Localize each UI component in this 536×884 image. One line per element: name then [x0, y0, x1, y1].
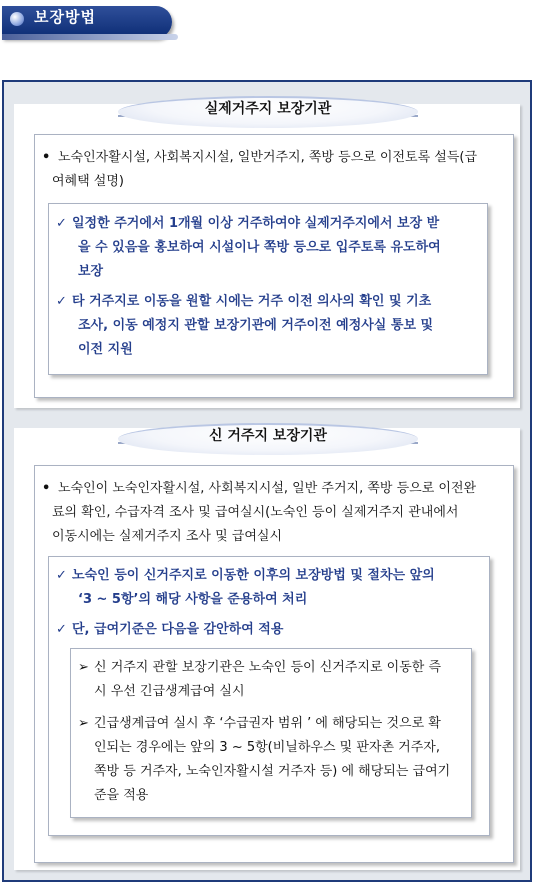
check-line: ‘3 ~ 5항’의 해당 사항을 준용하여 처리 [78, 592, 308, 607]
section-1-bullet [42, 146, 508, 194]
check-line: 일정한 주거에서 1개월 이상 거주하여야 실제거주지에서 보장 받 [72, 216, 440, 231]
check-line: 을 수 있음을 홍보하여 시설이나 쪽방 등으로 입주토록 유도하여 [78, 240, 441, 255]
bullet-line: 이동시에는 실제거주지 조사 및 급여실시 [52, 529, 283, 544]
arrow-line: 쪽방 등 거주자, 노숙인자활시설 거주자 등) 에 해당되는 급여기 [94, 764, 451, 779]
arrow-line: 인되는 경우에는 앞의 3 ~ 5항(비닐하우스 및 판자촌 거주자, [94, 740, 440, 755]
arrow-line: 준을 적용 [94, 788, 149, 803]
bullet-line: 노숙인이 노숙인자활시설, 사회복지시설, 일반 주거지, 쪽방 등으로 이전완 [58, 481, 477, 496]
bullet-line: 노숙인자활시설, 사회복지시설, 일반거주지, 쪽방 등으로 이전토록 설득(급 [58, 150, 478, 165]
section-1-check-1 [56, 212, 484, 284]
arrow-line: 시 우선 긴급생계급여 실시 [94, 684, 245, 699]
section-1-check-2 [56, 290, 484, 362]
checkmark-icon: ✓ [56, 568, 67, 583]
check-line: 보장 [78, 264, 104, 279]
checkmark-icon: ✓ [56, 216, 67, 231]
checkmark-icon: ✓ [56, 294, 67, 309]
bullet-dot-icon: • [42, 150, 51, 165]
header-underline [2, 34, 178, 40]
checkmark-icon: ✓ [56, 622, 67, 637]
check-line: 조사, 이동 예정지 관할 보장기관에 거주이전 예정사실 통보 및 [78, 318, 434, 333]
section-2-check-2 [56, 618, 486, 642]
bullet-line: 여혜택 설명) [52, 174, 124, 189]
section-1-caption [118, 96, 418, 128]
arrow-line: 신 거주지 관할 보장기관은 노숙인 등이 신거주지로 이동한 즉 [94, 660, 442, 675]
arrow-bullet-icon: ➢ [78, 716, 89, 731]
section-2-check-1 [56, 564, 486, 612]
bullet-dot-icon: • [42, 481, 51, 496]
section-2-bullet [42, 477, 508, 549]
check-line: 이전 지원 [78, 342, 133, 357]
page-title: 보장방법 [34, 8, 96, 26]
arrow-bullet-icon: ➢ [78, 660, 89, 675]
section-2-arrow-2 [78, 712, 468, 808]
bullet-orb-icon [10, 12, 24, 26]
check-line: 타 거주지로 이동을 원할 시에는 거주 이전 의사의 확인 및 기초 [72, 294, 432, 309]
check-line: 노숙인 등이 신거주지로 이동한 이후의 보장방법 및 절차는 앞의 [72, 568, 435, 583]
section-2-caption [118, 423, 418, 455]
arrow-line: 긴급생계급여 실시 후 ‘수급권자 범위 ’ 에 해당되는 것으로 확 [94, 716, 441, 731]
check-line: 단, 급여기준은 다음을 감안하여 적용 [72, 622, 284, 637]
bullet-line: 료의 확인, 수급자격 조사 및 급여실시(노숙인 등이 실제거주지 관내에서 [52, 505, 459, 520]
section-2-arrow-1 [78, 656, 468, 704]
section-2-title: 신 거주지 보장기관 [209, 428, 327, 444]
section-1-title: 실제거주지 보장기관 [204, 101, 332, 117]
